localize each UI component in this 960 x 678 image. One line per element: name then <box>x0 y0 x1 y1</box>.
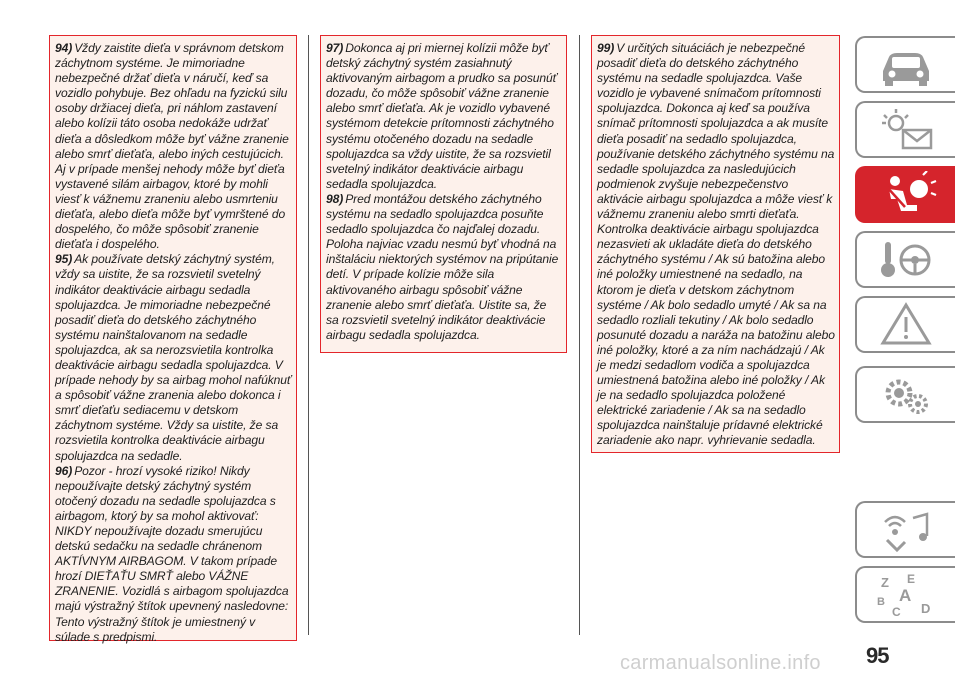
alphabetical-index-icon <box>873 571 939 619</box>
svg-text:C: C <box>892 604 901 619</box>
warning-text: Pozor - hrozí vysoké riziko! Nikdy nepoužívajte detský záchytný systém otočený dozadu na sedadle spolujazdca s airbagom, ktorý by sa mohol aktivovať: NIKDY nepoužívajte dozadu smerujúcu detskú sedačku na sedadle chránenom AKTÍVNYM AIRBAGOM. V takom prípade hrozí DIEŤAŤU SMRŤ alebo VÁŽNE ZRANENIE. Vozidlá s airbagom spolujazdca majú výstražný štítok upevnený nasledovne: Tento výstražný štítok je umiestnený v súlade s predpismi. <box>55 463 289 644</box>
page-number: 95 <box>866 643 889 668</box>
warning-text: V určitých situáciách je nebezpečné posadiť dieťa do detského záchytného systému na sedadle spolujazdca. Vaše vozidlo je vybavené snímačom prítomnosti spolujazdca. Dokonca aj keď sa používa snímač prítomnosti spolujazdca a ak musíte dieťa posadiť na sedadlo spolujazdca, používanie detského záchytného systému na sedadle spolujazdca za nasledujúcich podmienok zvyšuje nebezpečenstvo aktivácie airbagu spolujazdca a môže viesť k vážnemu zraneniu alebo smrti dieťaťa. Kontrolka deaktivácie airbagu spolujazdca nezasvieti ak ukladáte dieťa do detského záchytného systému / Ak sú batožina alebo iné položky umiestnené na sedadlo, na ktorom je dieťa v detskom záchytnom systéme / Ak bolo sedadlo umyté / Ak sa na sedadlo rozliali tekutiny / Ak bolo sedadlo posunuté dozadu a naráža na batožinu alebo iné položky, ktoré a za ním nachádzajú / Ak je medzi sedadlom vodiča a spolujazdca umiestnená batožina alebo iné položky / Ak je na sedadlo spolujazdca položené elektrické zariadenie / Ak sa na sedadlo spolujazdca nainštaluje prídavné elektrické zariadenie ako napr. vyhrievanie sedadla. <box>597 41 835 448</box>
warning-text: Vždy zaistite dieťa v správnom detskom záchytnom systéme. Je mimoriadne nebezpečné držať dieťa v náručí, keď sa vozidlo pohybuje. Bez ohľadu na fyzickú silu osoby držiacej dieťa, pri náhlom zastavení alebo kolízii táto osoba nedokáže udržať dieťa a dôsledkom môže byť vážne zranenie alebo smrť dieťaťa, alebo iných cestujúcich. Aj v prípade menšej nehody môže byť dieťa vystavené silám airbagov, ktoré by mohli viesť k vážnemu zraneniu alebo usmrteniu dieťaťa, alebo dieťa môže byť vymrštené do dospelého, čo môže spôsobiť zranenie dieťaťa i dospelého. <box>55 41 289 252</box>
warning-96 <box>55 464 292 645</box>
warning-number: 98) <box>326 191 344 206</box>
chapter-tab-safety[interactable] <box>855 166 955 223</box>
svg-text:A: A <box>899 585 912 605</box>
warning-98 <box>326 192 562 343</box>
warning-97 <box>326 41 562 192</box>
warning-number: 94) <box>55 41 73 55</box>
warning-94 <box>55 41 292 252</box>
warning-text: Pred montážou detského záchytného systému na sedadlo spolujazdca posuňte sedadlo spolujazdca čo najďalej dozadu. Poloha najviac vzadu nesmú byť vhodná na inštaláciu niektorých systémov na pripútanie detí. V prípade kolízie môže sila aktivovaného airbagu spôsobiť vážne zranenie alebo smrť dieťaťa. Uistite sa, že sa rozsvietil svetelný indikátor deaktivácie airbagu sedadla spolujazdca. <box>326 191 559 342</box>
maintenance-gears-icon <box>873 371 939 419</box>
watermark: carmanualsonline.info <box>620 652 821 674</box>
svg-text:B: B <box>877 595 885 608</box>
warning-lights-icon <box>873 106 939 154</box>
emergency-triangle-icon <box>873 301 939 349</box>
chapter-tab-maintenance[interactable] <box>855 366 955 423</box>
safety-airbag-icon <box>873 171 939 219</box>
warning-number: 99) <box>597 41 615 55</box>
column-divider <box>579 35 580 635</box>
warning-box-column-3 <box>591 35 840 453</box>
svg-text:Z: Z <box>881 574 889 590</box>
chapter-tab-index[interactable] <box>855 566 955 623</box>
warning-number: 95) <box>55 252 73 267</box>
warning-number: 97) <box>326 41 344 55</box>
chapter-tab-multimedia[interactable] <box>855 501 955 558</box>
svg-text:D: D <box>921 600 931 616</box>
warning-text: Dokonca aj pri miernej kolízii môže byť detský záchytný systém zasiahnutý aktivovaným airbagom a prudko sa posunúť dozadu, čo môže spôsobiť vážne zranenie alebo smrť dieťaťa. Ak je vozidlo vybavené systémom detekcie prítomnosti záchytného systému otočeného dozadu na sedadle spolujazdca sa vždy uistite, že sa rozsvietil svetelný indikátor deaktivácie airbagu sedadla spolujazdca. <box>326 41 557 191</box>
warning-number: 96) <box>55 463 73 478</box>
warning-95 <box>55 252 292 463</box>
chapter-tab-emergency[interactable] <box>855 296 955 353</box>
warning-box-column-2 <box>320 35 567 353</box>
chapter-tab-dashboard[interactable] <box>855 36 955 93</box>
key-steering-wheel-icon <box>873 236 939 284</box>
svg-text:E: E <box>907 571 916 586</box>
chapter-tab-warning-lights[interactable] <box>855 101 955 158</box>
warning-box-column-1 <box>49 35 297 644</box>
warning-text: Ak používate detský záchytný systém, vždy sa uistite, že sa rozsvietil svetelný indikátor deaktivácie airbagu sedadla spolujazdca. Je mimoriadne nebezpečné posadiť dieťa do detského záchytného systému nainštalovanom na sedadle spolujazdca, ak sa nerozsvietila kontrolka deaktivácie airbagu sedadla spolujazdca. V prípade nehody by sa airbag mohol nafúknuť a spôsobiť vážne zranenia alebo dokonca i smrť dieťaťu sediacemu v detskom záchytnom systéme. Vždy sa uistite, že sa rozsvietila kontrolka deaktivácie airbagu spolujazdca na sedadle. <box>55 252 292 463</box>
column-divider <box>308 35 309 635</box>
chapter-tab-starting-driving[interactable] <box>855 231 955 288</box>
warning-99 <box>597 41 835 449</box>
multimedia-icon <box>873 506 939 554</box>
car-dashboard-icon <box>873 41 939 89</box>
